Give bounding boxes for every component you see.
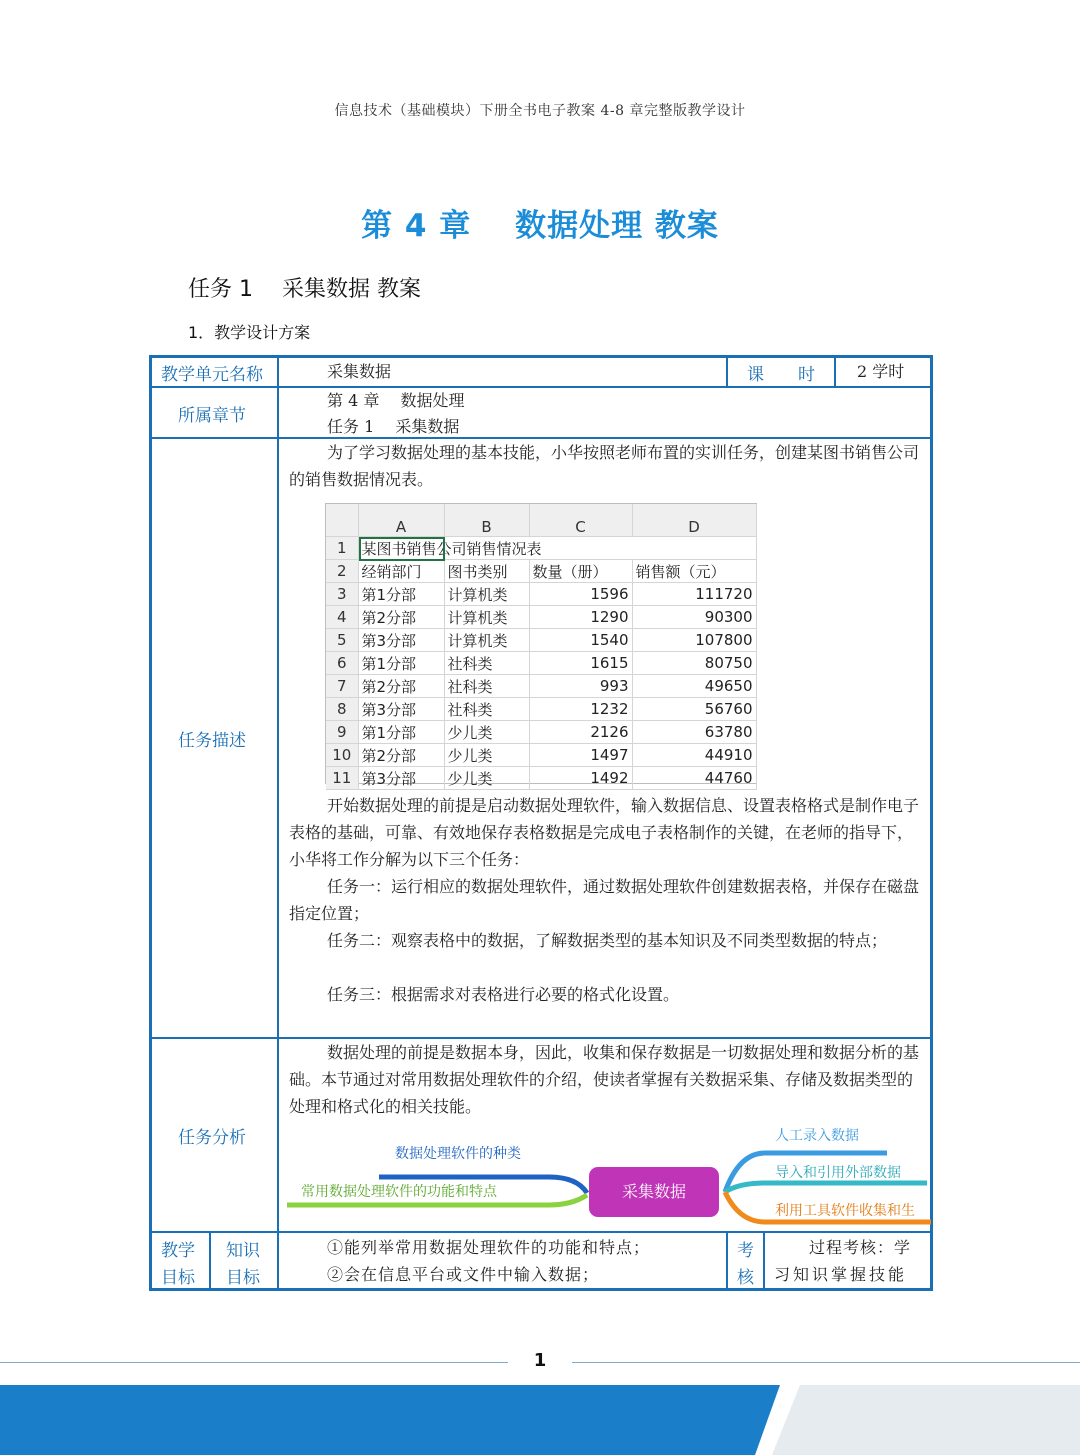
- lesson-design-table: [149, 355, 933, 1291]
- goal-label-2: 目标: [161, 1268, 195, 1288]
- running-header: 信息技术（基础模块）下册全书电子教案 4-8 章完整版教学设计: [334, 103, 746, 119]
- chapter-title: 第 4 章 数据处理 教案: [361, 208, 719, 244]
- table-cell: 1290: [529, 606, 632, 629]
- row-header: 1: [326, 537, 358, 560]
- table-cell: 63780: [632, 721, 756, 744]
- table-cell: 993: [529, 675, 632, 698]
- row-header: 2: [326, 560, 358, 583]
- branch-label-right-top: 人工录入数据: [775, 1128, 859, 1144]
- goal-label-1: 教学: [161, 1241, 195, 1261]
- table-cell: 经销部门: [358, 560, 444, 583]
- table-cell: 1492: [529, 767, 632, 790]
- col-divider: [726, 1231, 728, 1291]
- table-cell: 销售额（元）: [632, 560, 756, 583]
- branch-label-right-bottom: 利用工具软件收集和生: [775, 1203, 915, 1219]
- table-cell: 第2分部: [358, 606, 444, 629]
- footer-decoration: [0, 1385, 1080, 1455]
- task-analysis-text: 数据处理的前提是数据本身，因此，收集和保存数据是一切数据处理和数据分析的基础。本节通过对常用数据处理软件的介绍，使读者掌握有关数据采集、存储及数据类型的处理和格式化的相关技能。: [289, 1043, 920, 1116]
- row-header: 11: [326, 767, 358, 790]
- assess-text-2: 习知识掌握技能: [774, 1265, 908, 1284]
- assess-label-1: 考: [737, 1241, 754, 1261]
- table-cell: 第1分部: [358, 652, 444, 675]
- col-divider: [726, 355, 728, 388]
- table-cell: 少儿类: [444, 721, 529, 744]
- table-cell: 107800: [632, 629, 756, 652]
- task-item-3: 任务三：根据需求对表格进行必要的格式化设置。: [327, 985, 680, 1004]
- branch-right-middle: [725, 1183, 927, 1192]
- task-desc-intro: 为了学习数据处理的基本技能，小华按照老师布置的实训任务，创建某图书销售公司的销售数据情况表。: [289, 443, 920, 489]
- unit-name-label: 教学单元名称: [161, 365, 263, 385]
- table-cell: 1615: [529, 652, 632, 675]
- task-title: 任务 1 采集数据 教案: [188, 277, 421, 302]
- table-cell: 第3分部: [358, 767, 444, 790]
- table-cell: 第1分部: [358, 721, 444, 744]
- table-cell: 少儿类: [444, 744, 529, 767]
- table-cell: 社科类: [444, 675, 529, 698]
- table-cell: 44760: [632, 767, 756, 790]
- task-analysis-label: 任务分析: [178, 1128, 246, 1148]
- table-cell: 1497: [529, 744, 632, 767]
- table-cell: 社科类: [444, 698, 529, 721]
- knowledge-label-2: 目标: [226, 1268, 260, 1288]
- row-header: 5: [326, 629, 358, 652]
- branch-label-left-top: 数据处理软件的种类: [395, 1146, 521, 1162]
- branch-label-left-bottom: 常用数据处理软件的功能和特点: [301, 1184, 497, 1200]
- row-header: 3: [326, 583, 358, 606]
- table-cell: 计算机类: [444, 583, 529, 606]
- sheet-title-cell: [358, 537, 756, 560]
- col-header: C: [529, 504, 632, 537]
- row-header: 10: [326, 744, 358, 767]
- table-cell: 第1分部: [358, 583, 444, 606]
- col-header: D: [632, 504, 756, 537]
- table-cell: 计算机类: [444, 629, 529, 652]
- table-cell: 少儿类: [444, 767, 529, 790]
- col-header: B: [444, 504, 529, 537]
- goal-item-2: ②会在信息平台或文件中输入数据；: [327, 1265, 600, 1284]
- chapter-label: 所属章节: [178, 406, 246, 426]
- branch-label-right-middle: 导入和引用外部数据: [775, 1165, 901, 1181]
- col-divider: [834, 355, 836, 388]
- spreadsheet-screenshot: [325, 503, 757, 788]
- table-cell: 80750: [632, 652, 756, 675]
- table-cell: 90300: [632, 606, 756, 629]
- chapter-line-2: 任务 1 采集数据: [327, 417, 460, 436]
- hours-label: 课 时: [747, 365, 815, 385]
- task-item-2: 任务二：观察表格中的数据，了解数据类型的基本知识及不同类型数据的特点；: [327, 931, 888, 950]
- table-cell: 第3分部: [358, 698, 444, 721]
- task-desc-label: 任务描述: [178, 731, 246, 751]
- table-border-bottom: [149, 1288, 933, 1291]
- center-node-label: 采集数据: [621, 1182, 686, 1201]
- row-header: 7: [326, 675, 358, 698]
- table-cell: 1540: [529, 629, 632, 652]
- section-title: 1．教学设计方案: [188, 323, 311, 342]
- table-cell: 第2分部: [358, 675, 444, 698]
- col-divider: [209, 1231, 211, 1291]
- hours-value: 2 学时: [857, 362, 905, 381]
- assess-label-2: 核: [737, 1268, 754, 1288]
- goal-item-1: ①能列举常用数据处理软件的功能和特点；: [327, 1238, 651, 1257]
- row-header: 4: [326, 606, 358, 629]
- table-cell: 第3分部: [358, 629, 444, 652]
- col-divider: [277, 355, 279, 1291]
- sheet-title: 某图书销售公司销售情况表: [361, 539, 542, 558]
- table-cell: 社科类: [444, 652, 529, 675]
- table-cell: 第2分部: [358, 744, 444, 767]
- table-cell: 111720: [632, 583, 756, 606]
- col-header: A: [358, 504, 444, 537]
- task-desc-body: 开始数据处理的前提是启动数据处理软件，输入数据信息、设置表格格式是制作电子表格的基础，可靠、有效地保存表格数据是完成电子表格制作的关键，在老师的指导下，小华将工作分解为以下三个任务：: [289, 796, 920, 869]
- knowledge-label-1: 知识: [226, 1241, 260, 1261]
- assess-text-1: 过程考核：学: [809, 1238, 912, 1257]
- unit-name-value: 采集数据: [327, 362, 392, 381]
- table-cell: 计算机类: [444, 606, 529, 629]
- table-cell: 56760: [632, 698, 756, 721]
- task-item-1: 任务一：运行相应的数据处理软件，通过数据处理软件创建数据表格，并保存在磁盘指定位置；: [289, 877, 920, 923]
- table-cell: 44910: [632, 744, 756, 767]
- table-cell: 2126: [529, 721, 632, 744]
- table-border-left: [149, 355, 152, 1291]
- chapter-line-1: 第 4 章 数据处理: [327, 391, 465, 410]
- corner-cell: [326, 504, 358, 537]
- row-divider: [149, 386, 933, 388]
- page-number: 1: [533, 1350, 547, 1371]
- col-divider: [763, 1231, 765, 1291]
- table-border-top: [149, 355, 933, 358]
- mind-map: [287, 1125, 931, 1235]
- table-cell: 1596: [529, 583, 632, 606]
- table-cell: 49650: [632, 675, 756, 698]
- row-header: 8: [326, 698, 358, 721]
- table-cell: 1232: [529, 698, 632, 721]
- row-header: 6: [326, 652, 358, 675]
- row-header: 9: [326, 721, 358, 744]
- table-cell: 数量（册）: [529, 560, 632, 583]
- table-cell: 图书类别: [444, 560, 529, 583]
